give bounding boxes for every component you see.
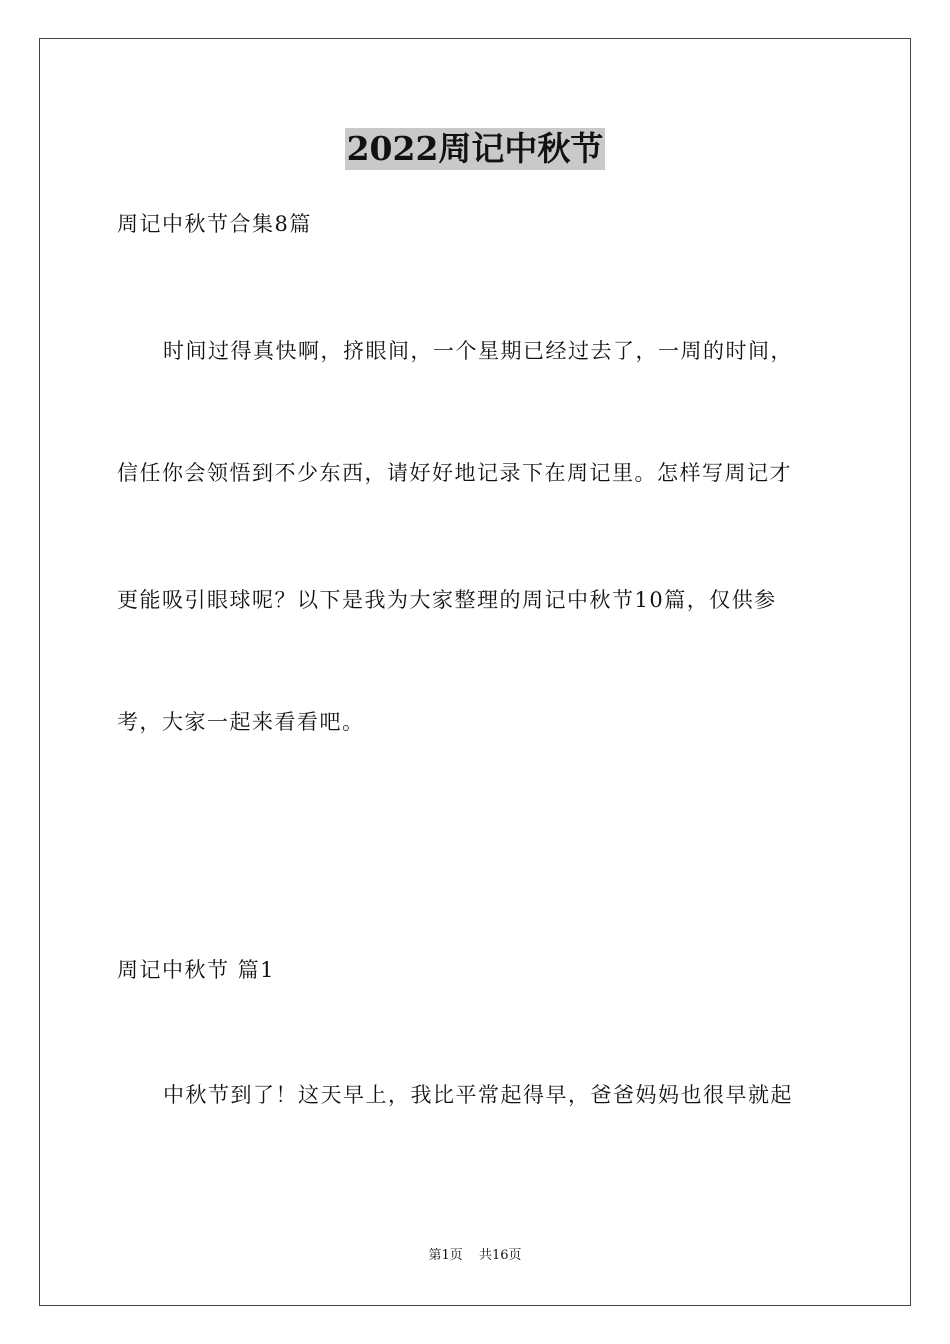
title-container: [0, 128, 950, 170]
intro-line-4: 考，大家一起来看看吧。: [117, 710, 365, 734]
document-title: 2022周记中秋节: [346, 129, 604, 168]
page-number-current: 第1页: [428, 1248, 463, 1263]
section-line-1: 中秋节到了！这天早上，我比平常起得早，爸爸妈妈也很早就起: [163, 1083, 793, 1107]
intro-line-3: 更能吸引眼球呢？以下是我为大家整理的周记中秋节10篇，仅供参: [117, 588, 777, 612]
page-number-total: 共16页: [478, 1248, 522, 1263]
page-footer: [0, 1247, 950, 1265]
intro-line-1: 时间过得真快啊，挤眼间，一个星期已经过去了，一周的时间，: [163, 339, 793, 363]
document-subtitle: 周记中秋节合集8篇: [117, 212, 312, 236]
intro-line-2: 信任你会领悟到不少东西，请好好地记录下在周记里。怎样写周记才: [117, 461, 792, 485]
section-heading: 周记中秋节 篇1: [117, 958, 276, 982]
